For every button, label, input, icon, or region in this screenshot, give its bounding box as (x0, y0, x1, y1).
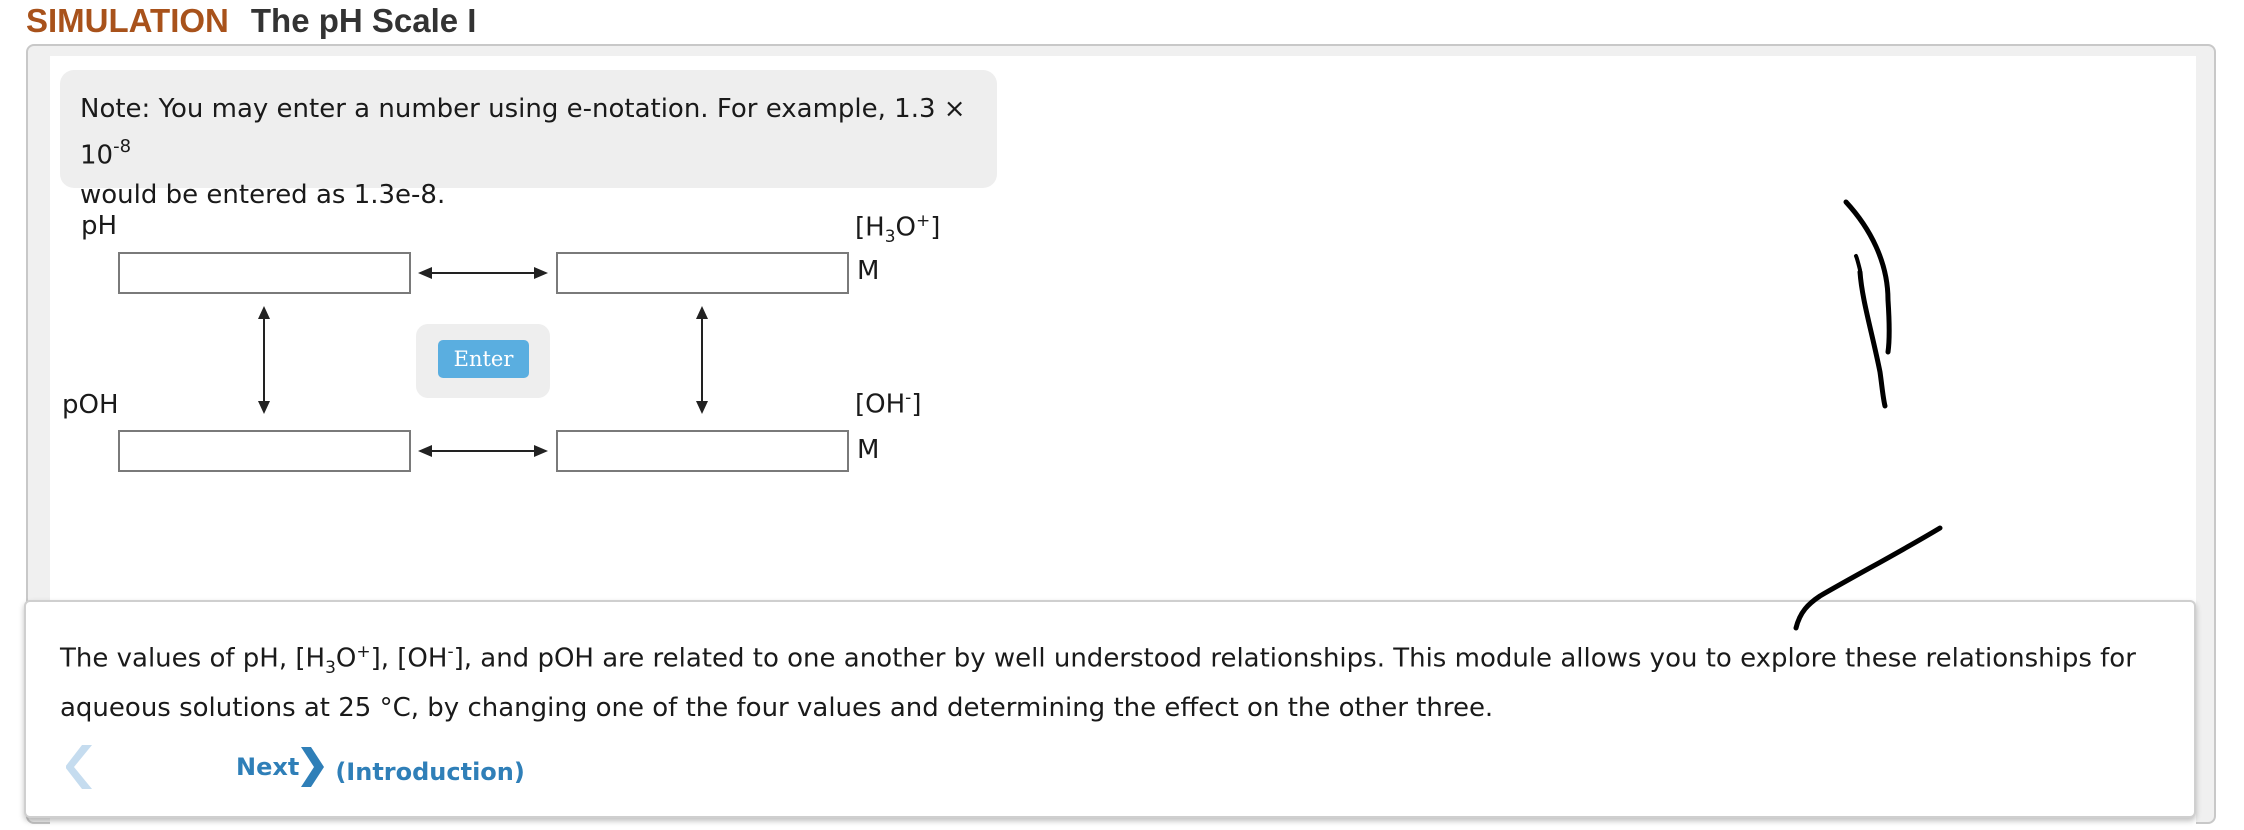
page-header (26, 2, 476, 42)
poh-label: pOH (62, 390, 119, 420)
h3o-unit: M (857, 256, 880, 286)
double-arrow-vertical-icon (254, 304, 274, 416)
oh-unit: M (857, 435, 880, 465)
ph-simulator (50, 56, 1000, 526)
poh-input[interactable] (118, 430, 411, 472)
note-text-continued: would be entered as 1.3e-8. (80, 179, 446, 210)
oh-label: [OH-] (855, 388, 922, 420)
note-exponent: -8 (113, 136, 132, 157)
previous-button[interactable] (66, 742, 96, 792)
next-button[interactable] (236, 742, 525, 792)
h3o-input[interactable] (556, 252, 849, 294)
double-arrow-horizontal-icon (416, 441, 550, 461)
simulation-tag: SIMULATION (26, 2, 229, 39)
enter-button-container (416, 324, 550, 398)
description-text: The values of pH, $[H_3O^+]$, [OH-], and pOH are related to one another by well understood relationships. This module allows you to explore these relationships for aqueous solutions at 25 °C, by changing one of the four values and determining the effect on the other three. (60, 642, 2136, 723)
enter-button[interactable]: Enter (438, 340, 529, 378)
ph-input[interactable] (118, 252, 411, 294)
next-label: Next (236, 753, 300, 781)
chevron-right-icon (299, 744, 325, 790)
ph-label: pH (81, 211, 118, 241)
double-arrow-vertical-icon (692, 304, 712, 416)
chevron-left-icon (66, 742, 96, 792)
page-title: The pH Scale I (250, 2, 477, 39)
note-text: Note: You may enter a number using e-notation. For example, 1.3 × 10 (80, 94, 966, 171)
double-arrow-horizontal-icon (416, 263, 550, 283)
h3o-label: $[H_3O^+]$ (855, 211, 941, 247)
oh-input[interactable] (556, 430, 849, 472)
next-target-label: (Introduction) (335, 758, 525, 786)
description-panel (24, 600, 2196, 818)
